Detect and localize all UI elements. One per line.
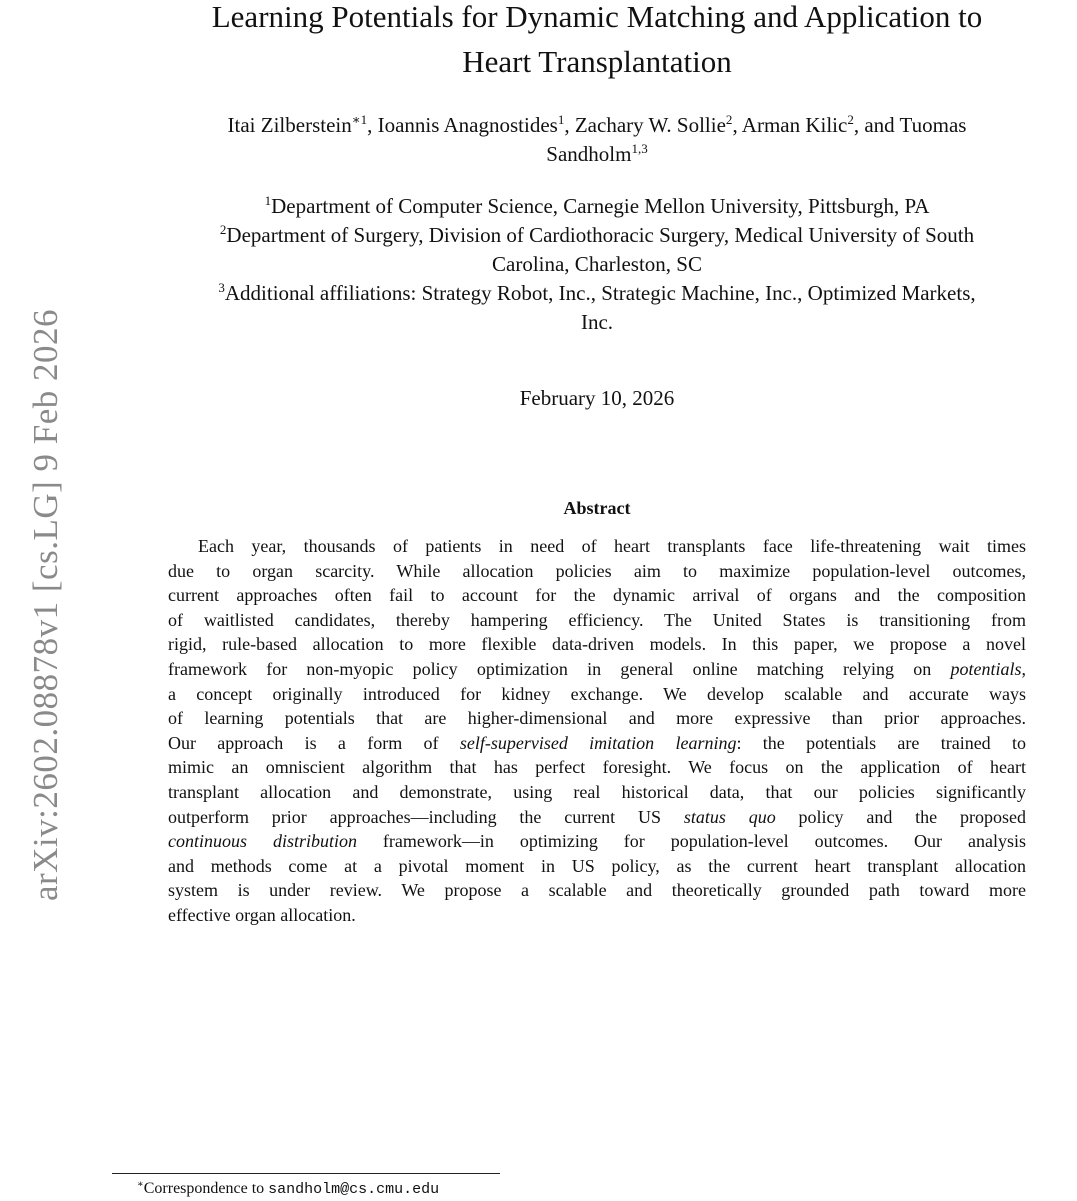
footnote-text: Correspondence to — [143, 1180, 269, 1197]
author-affil-mark: ∗1 — [351, 111, 368, 127]
arxiv-identifier-stamp: arXiv:2602.08878v1 [cs.LG] 9 Feb 2026 — [26, 308, 65, 902]
correspondence-footnote — [137, 1178, 439, 1201]
abstract-line: system is under review. We propose a scalable and theoretically grounded path toward more — [168, 880, 1026, 901]
abstract-line: due to organ scarcity. While allocation policies aim to maximize population-level outcomes, — [168, 560, 1026, 581]
author-affil-mark: 1 — [557, 111, 565, 127]
abstract-line: Our approach is a form of self-supervised imitation learning: the potentials are trained to — [168, 732, 1027, 753]
affiliation-1: $^1$Department of Computer Science, Carnegie Mellon University, Pittsburgh, PA — [264, 192, 930, 218]
author-name: Sandholm — [546, 142, 632, 166]
publication-date: February 10, 2026 — [519, 386, 675, 410]
paper-title — [115, 0, 1077, 84]
abstract-line: a concept originally introduced for kidney exchange. We develop scalable and accurate ways — [168, 683, 1026, 704]
author-name: , Arman Kilic — [732, 113, 848, 137]
author-name: Itai Zilberstein — [227, 113, 352, 137]
abstract-line: effective organ allocation. — [168, 904, 356, 925]
author-affil-mark: 1,3 — [631, 140, 648, 156]
title-line-2: Heart Transplantation — [462, 44, 732, 79]
abstract-line: and methods come at a pivotal moment in US policy, as the current heart transplant allocation — [168, 855, 1026, 876]
abstract-line: framework for non-myopic policy optimization in general online matching relying on potentials, — [168, 658, 1026, 679]
abstract-line: continuous distribution framework—in optimizing for population-level outcomes. Our analysis — [168, 831, 1026, 852]
author-name: , and Tuomas — [853, 113, 967, 137]
abstract-line: rigid, rule-based allocation to more flexible data-driven models. In this paper, we propose a novel — [168, 634, 1026, 655]
author-list — [115, 111, 1077, 169]
footnote-mark: ∗ — [137, 1178, 144, 1190]
abstract-line: outperform prior approaches—including the current US status quo policy and the proposed — [168, 806, 1026, 827]
affiliation-2-cont: Carolina, Charleston, SC — [492, 252, 702, 276]
abstract-line: current approaches often fail to account for the dynamic arrival of organs and the composition — [168, 585, 1026, 606]
abstract-heading: Abstract — [563, 498, 631, 518]
title-line-1: Learning Potentials for Dynamic Matching and Application to — [211, 0, 983, 34]
author-affil-mark: 2 — [725, 111, 733, 127]
author-line-2 — [115, 140, 1077, 169]
author-line-1 — [115, 111, 1077, 140]
affiliation-3-cont: Inc. — [580, 310, 614, 334]
correspondence-email[interactable]: sandholm@cs.cmu.edu — [268, 1181, 440, 1198]
affiliation-list — [115, 192, 1077, 337]
abstract-body — [168, 534, 1026, 928]
abstract-line: of learning potentials that are higher-dimensional and more expressive than prior approaches. — [168, 708, 1026, 729]
author-name: , Ioannis Anagnostides — [367, 113, 558, 137]
affiliation-2: $^2$Department of Surgery, Division of Cardiothoracic Surgery, Medical University of South — [219, 221, 975, 247]
abstract-line: transplant allocation and demonstrate, using real historical data, that our policies significantly — [168, 781, 1026, 802]
footnote-divider — [112, 1173, 500, 1174]
author-affil-mark: 2 — [847, 111, 854, 127]
author-name: , Zachary W. Sollie — [564, 113, 726, 137]
abstract-line: mimic an omniscient algorithm that has perfect foresight. We focus on the application of heart — [168, 757, 1026, 778]
abstract-line: Each year, thousands of patients in need of heart transplants face life-threatening wait times — [198, 536, 1026, 556]
affiliation-3: $^3$Additional affiliations: Strategy Robot, Inc., Strategic Machine, Inc., Optimized Markets, — [218, 279, 976, 305]
abstract-line: of waitlisted candidates, thereby hampering efficiency. The United States is transitioning from — [168, 609, 1026, 630]
